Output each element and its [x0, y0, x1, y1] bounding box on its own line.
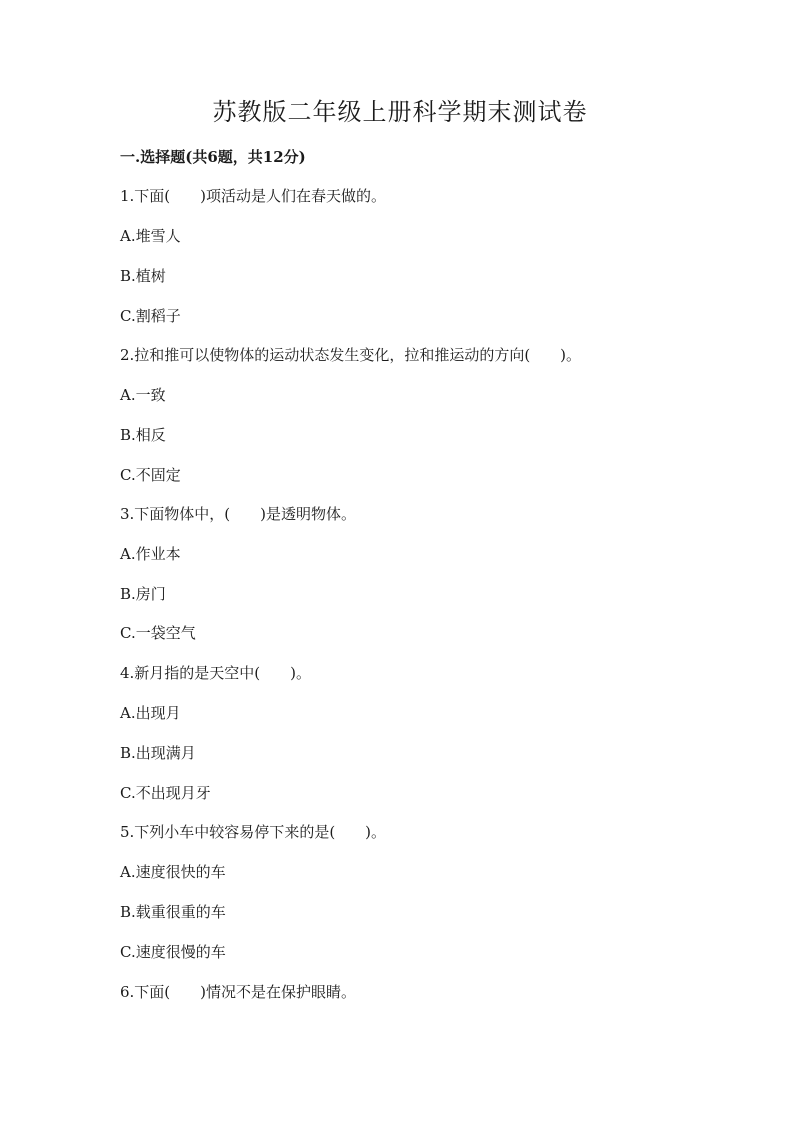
question-1-option-a: A.堆雪人: [120, 227, 181, 245]
document-title: 苏教版二年级上册科学期末测试卷: [212, 98, 588, 126]
question-stem-4: 4.新月指的是天空中( )。: [120, 664, 312, 682]
question-2-option-b: B.相反: [120, 426, 166, 444]
question-stem-2: 2.拉和推可以使物体的运动状态发生变化，拉和推运动的方向( )。: [120, 346, 582, 364]
question-4-option-c: C.不出现月牙: [120, 784, 211, 802]
question-2-option-c: C.不固定: [120, 466, 181, 484]
question-stem-6: 6.下面( )情况不是在保护眼睛。: [120, 983, 357, 1001]
question-4-option-a: A.出现月: [120, 704, 181, 722]
question-5-option-c: C.速度很慢的车: [120, 943, 226, 961]
question-3-option-a: A.作业本: [120, 545, 181, 563]
question-3-option-b: B.房门: [120, 585, 166, 603]
question-4-option-b: B.出现满月: [120, 744, 196, 762]
section-heading: 一.选择题(共6题，共12分): [120, 148, 306, 166]
question-stem-3: 3.下面物体中，( )是透明物体。: [120, 505, 357, 523]
question-2-option-a: A.一致: [120, 386, 166, 404]
question-3-option-c: C.一袋空气: [120, 624, 196, 642]
question-stem-5: 5.下列小车中较容易停下来的是( )。: [120, 823, 387, 841]
question-1-option-c: C.割稻子: [120, 307, 181, 325]
question-5-option-b: B.载重很重的车: [120, 903, 226, 921]
question-stem-1: 1.下面( )项活动是人们在春天做的。: [120, 187, 387, 205]
question-1-option-b: B.植树: [120, 267, 166, 285]
question-5-option-a: A.速度很快的车: [120, 863, 226, 881]
